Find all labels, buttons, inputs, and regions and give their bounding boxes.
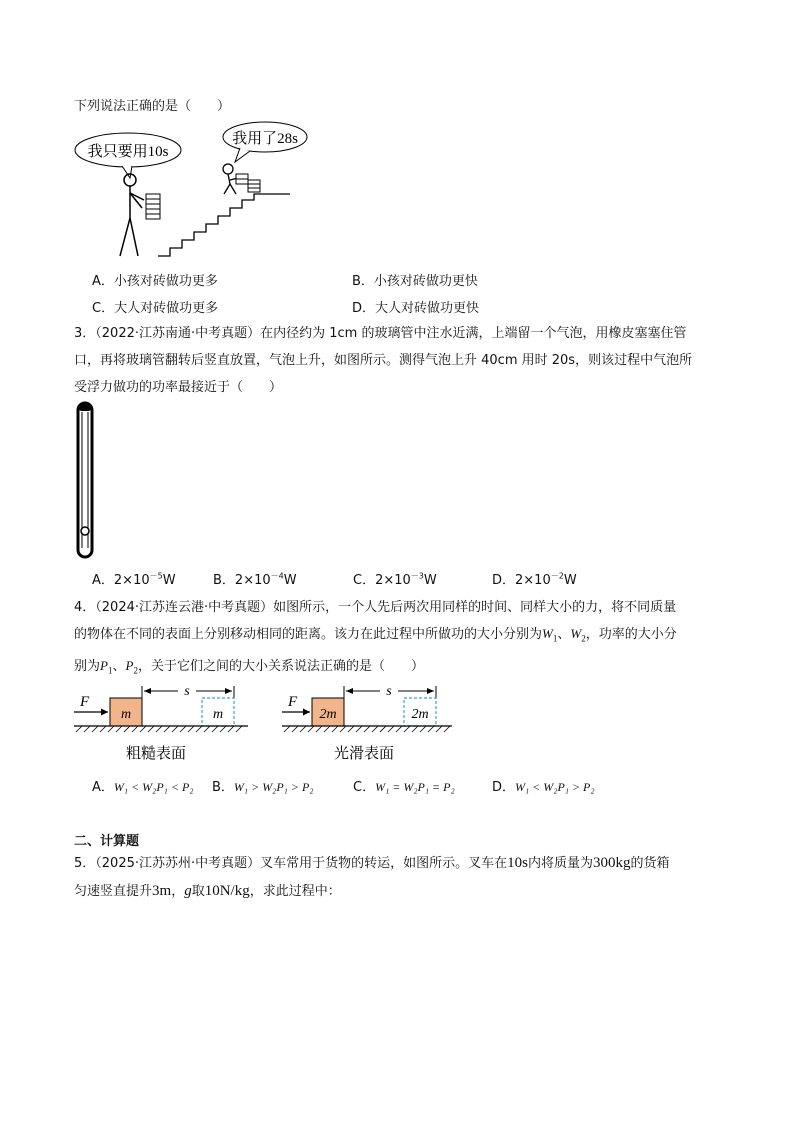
child-speech-text: 我只要用10s [87,144,169,160]
q4-line3: 别为$P_1$、$P_2$，关于它们之间的大小关系说法正确的是（ ） [74,658,424,676]
stick-person-left [120,174,144,256]
section-title-calculation: 二、计算题 [74,834,140,849]
staircase [158,194,290,256]
bricks-left [146,194,160,219]
q3-option-c[interactable]: C．$2\times 10^{-3}W$ [353,571,437,588]
q2-option-b[interactable]: B．小孩对砖做功更快 [352,274,478,289]
q5-line2: 匀速竖直提升3m，g取10N/kg，求此过程中： [74,883,341,899]
q3-line3: 受浮力做功的功率最接近于（ ） [74,380,283,395]
child-speech-bubble [75,133,181,178]
air-bubble [81,527,89,535]
svg-text:m: m [212,707,224,722]
q4-option-a[interactable]: A．W₁ < W₂P₁ < P₂ [92,780,194,795]
q4-option-c[interactable]: C．W₁ = W₂P₁ = P₂ [353,780,455,795]
caption-smooth: 光滑表面 [333,744,395,762]
caption-rough: 粗糙表面 [125,744,187,762]
q3-option-b[interactable]: B．$2\times 10^{-4}W$ [213,571,297,588]
q2-option-d[interactable]: D．大人对砖做功更快 [352,301,480,316]
q5-line1: 5．（2025·江苏苏州·中考真题）叉车常用于货物的转运，如图所示。叉车在10s内将质量为300kg的货箱 [74,855,670,871]
svg-text:s: s [386,684,392,699]
smooth-surface-figure [280,684,460,768]
svg-text:m: m [120,707,132,722]
q3-option-a[interactable]: A．$2\times 10^{-5}W$ [92,571,176,588]
rough-surface-figure [72,684,252,768]
force-label-left: F [80,694,90,710]
force-label-right: F [288,694,298,710]
q2-option-c[interactable]: C．大人对砖做功更多 [92,301,219,316]
stairs-figure [70,118,320,260]
svg-text:2m: 2m [411,707,429,722]
bricks-right [236,174,260,192]
q2-stem: 下列说法正确的是（ ） [74,99,231,114]
q4-option-d[interactable]: D．W₁ < W₂P₁ > P₂ [492,780,595,795]
q4-line2: 的物体在不同的表面上分别移动相同的距离。该力在此过程中所做功的大小分别为$W_1$、$W_2$，功率的大小分 [74,626,677,644]
svg-text:s: s [184,684,190,699]
adult-speech-bubble [223,122,307,162]
q3-line2: 口，再将玻璃管翻转后竖直放置，气泡上升，如图所示。测得气泡上升 40cm 用时 20s，则该过程中气泡所 [74,353,693,368]
q4-option-b[interactable]: B．W₁ > W₂P₁ > P₂ [212,780,314,795]
adult-speech-text: 我用了28s [232,131,298,147]
q3-line1: 3．（2022·江苏南通·中考真题）在内径约为 1cm 的玻璃管中注水近满，上端留一个气泡，用橡皮塞塞住管 [74,326,687,341]
q3-option-d[interactable]: D．$2\times 10^{-2}W$ [492,571,577,588]
glass-tube-figure [75,400,97,560]
q2-option-a[interactable]: A．小孩对砖做功更多 [92,274,218,289]
q4-line1: 4．（2024·江苏连云港·中考真题）如图所示，一个人先后两次用同样的时间、同样大小的力，将不同质量 [74,600,677,615]
svg-text:2m: 2m [319,707,337,722]
